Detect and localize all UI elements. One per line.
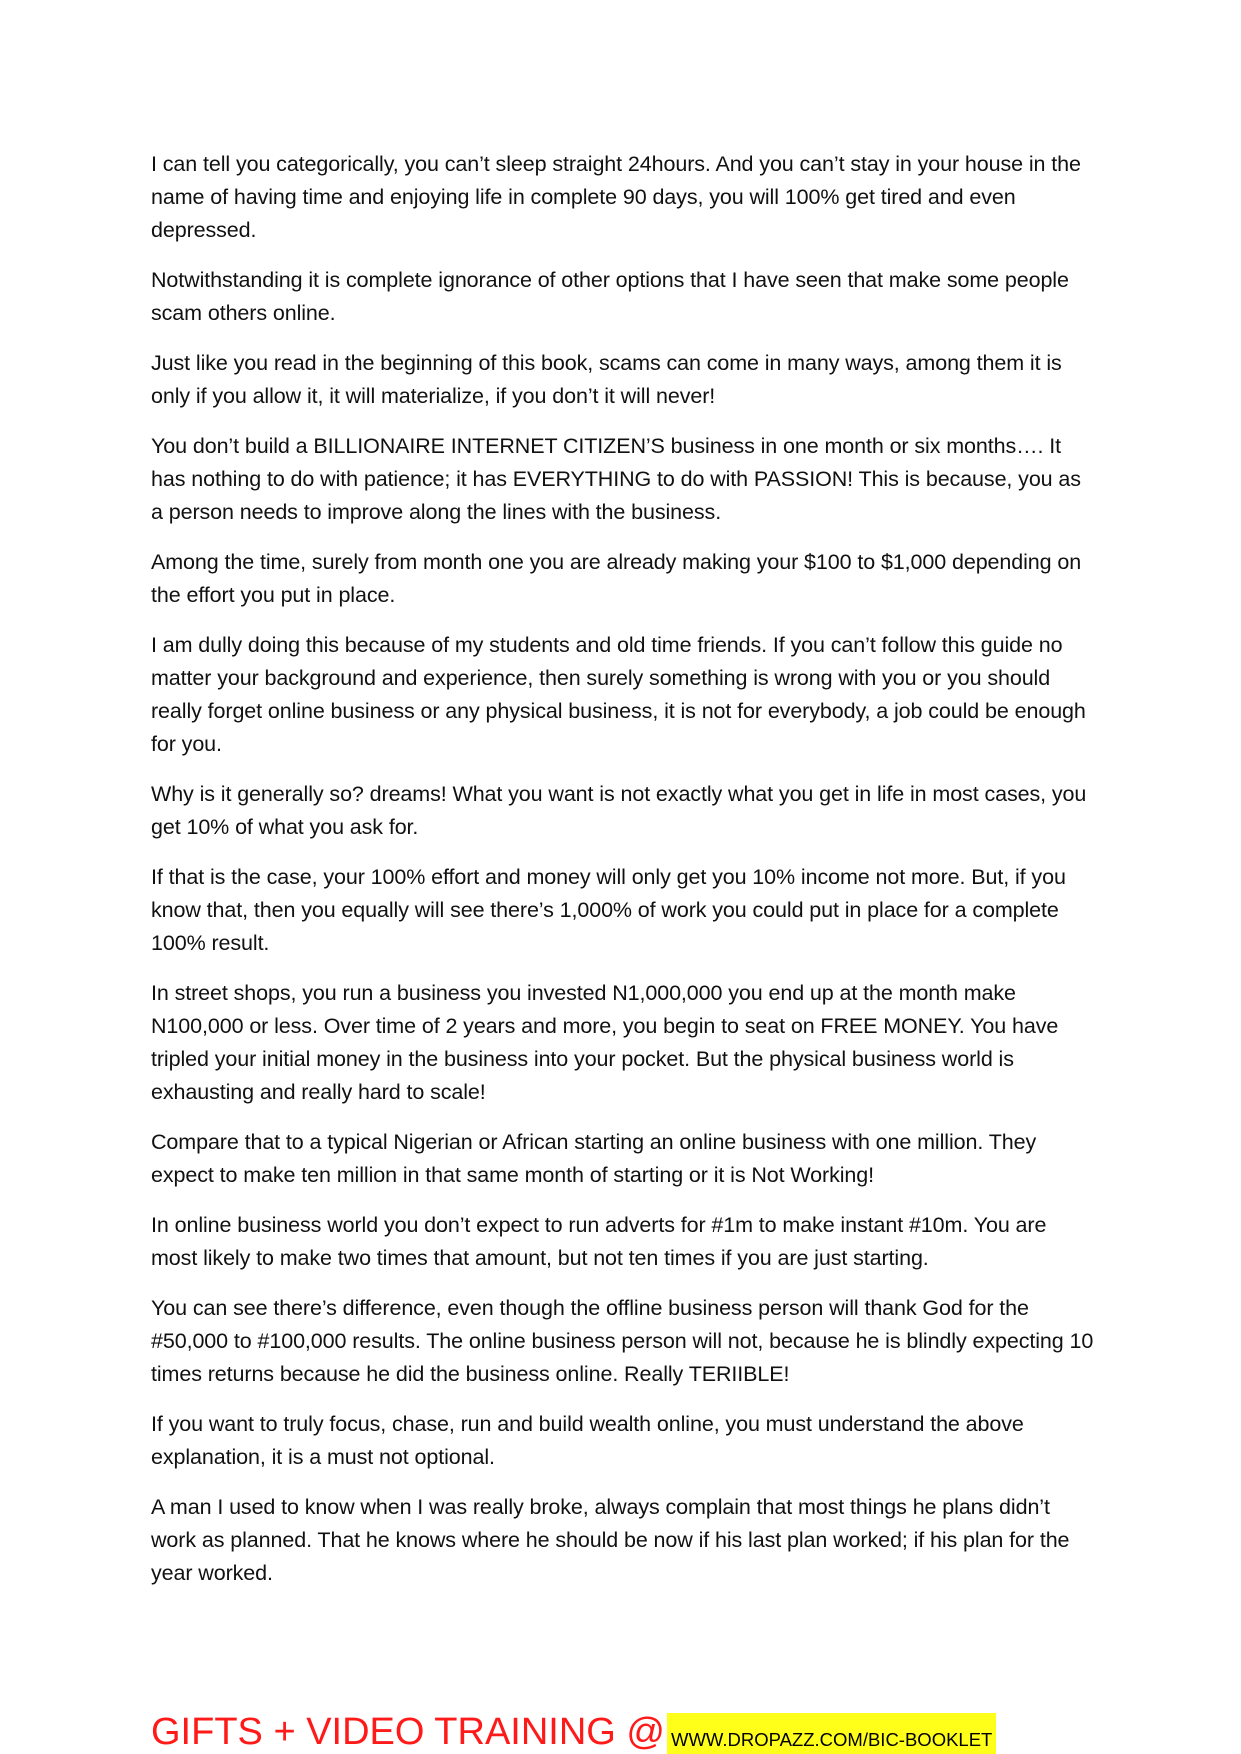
paragraph-12: You can see there’s difference, even though the offline business person will thank God for the #50,000 to #100,000 results. The online business person will not, because he is blindly expecting 10 times returns because he did the business online. Really TERIIBLE! xyxy=(151,1296,1094,1386)
paragraph-5: Among the time, surely from month one you are already making your $100 to $1,000 depending on the effort you put in place. xyxy=(151,550,1082,607)
paragraph-14: A man I used to know when I was really broke, always complain that most things he plans didn’t work as planned. That he knows where he should be now if his last plan worked; if his plan for the year worked. xyxy=(151,1495,1070,1585)
paragraph-4: You don’t build a BILLIONAIRE INTERNET CITIZEN’S business in one month or six months…. It has nothing to do with patience; it has EVERYTHING to do with PASSION! This is because, you as a person needs to improve along the lines with the business. xyxy=(151,434,1081,524)
paragraph-10: Compare that to a typical Nigerian or African starting an online business with one million. They expect to make ten million in that same month of starting or it is Not Working! xyxy=(151,1130,1037,1187)
paragraph-7: Why is it generally so? dreams! What you want is not exactly what you get in life in most cases, you get 10% of what you ask for. xyxy=(151,782,1087,839)
paragraph-13: If you want to truly focus, chase, run and build wealth online, you must understand the above explanation, it is a must not optional. xyxy=(151,1412,1024,1469)
paragraph-9: In street shops, you run a business you invested N1,000,000 you end up at the month make N100,000 or less. Over time of 2 years and more, you begin to seat on FREE MONEY. You have tripled your initial money in the business into your pocket. But the physical business world is exhausting and really hard to scale! xyxy=(151,981,1059,1104)
paragraph-11: In online business world you don’t expect to run adverts for #1m to make instant #10m. You are most likely to make two times that amount, but not ten times if you are just starting. xyxy=(151,1213,1047,1270)
paragraph-6: I am dully doing this because of my students and old time friends. If you can’t follow this guide no matter your background and experience, then surely something is wrong with you or you should really forget online business or any physical business, it is not for everybody, a job could be enough for you. xyxy=(151,633,1086,756)
paragraph-2: Notwithstanding it is complete ignorance of other options that I have seen that make some people scam others online. xyxy=(151,268,1069,325)
paragraph-3: Just like you read in the beginning of this book, scams can come in many ways, among them it is only if you allow it, it will materialize, if you don’t it will never! xyxy=(151,351,1062,408)
paragraph-1: I can tell you categorically, you can’t sleep straight 24hours. And you can’t stay in your house in the name of having time and enjoying life in complete 90 days, you will 100% get tired and even depressed. xyxy=(151,152,1081,242)
footer-promo xyxy=(151,1710,1096,1754)
body-text xyxy=(151,148,1096,1607)
footer-link[interactable]: WWW.DROPAZZ.COM/BIC-BOOKLET xyxy=(667,1713,996,1754)
paragraph-8: If that is the case, your 100% effort and money will only get you 10% income not more. But, if you know that, then you equally will see there’s 1,000% of work you could put in place for a complete 100% result. xyxy=(151,865,1066,955)
footer-label: GIFTS + VIDEO TRAINING @ xyxy=(151,1711,666,1753)
